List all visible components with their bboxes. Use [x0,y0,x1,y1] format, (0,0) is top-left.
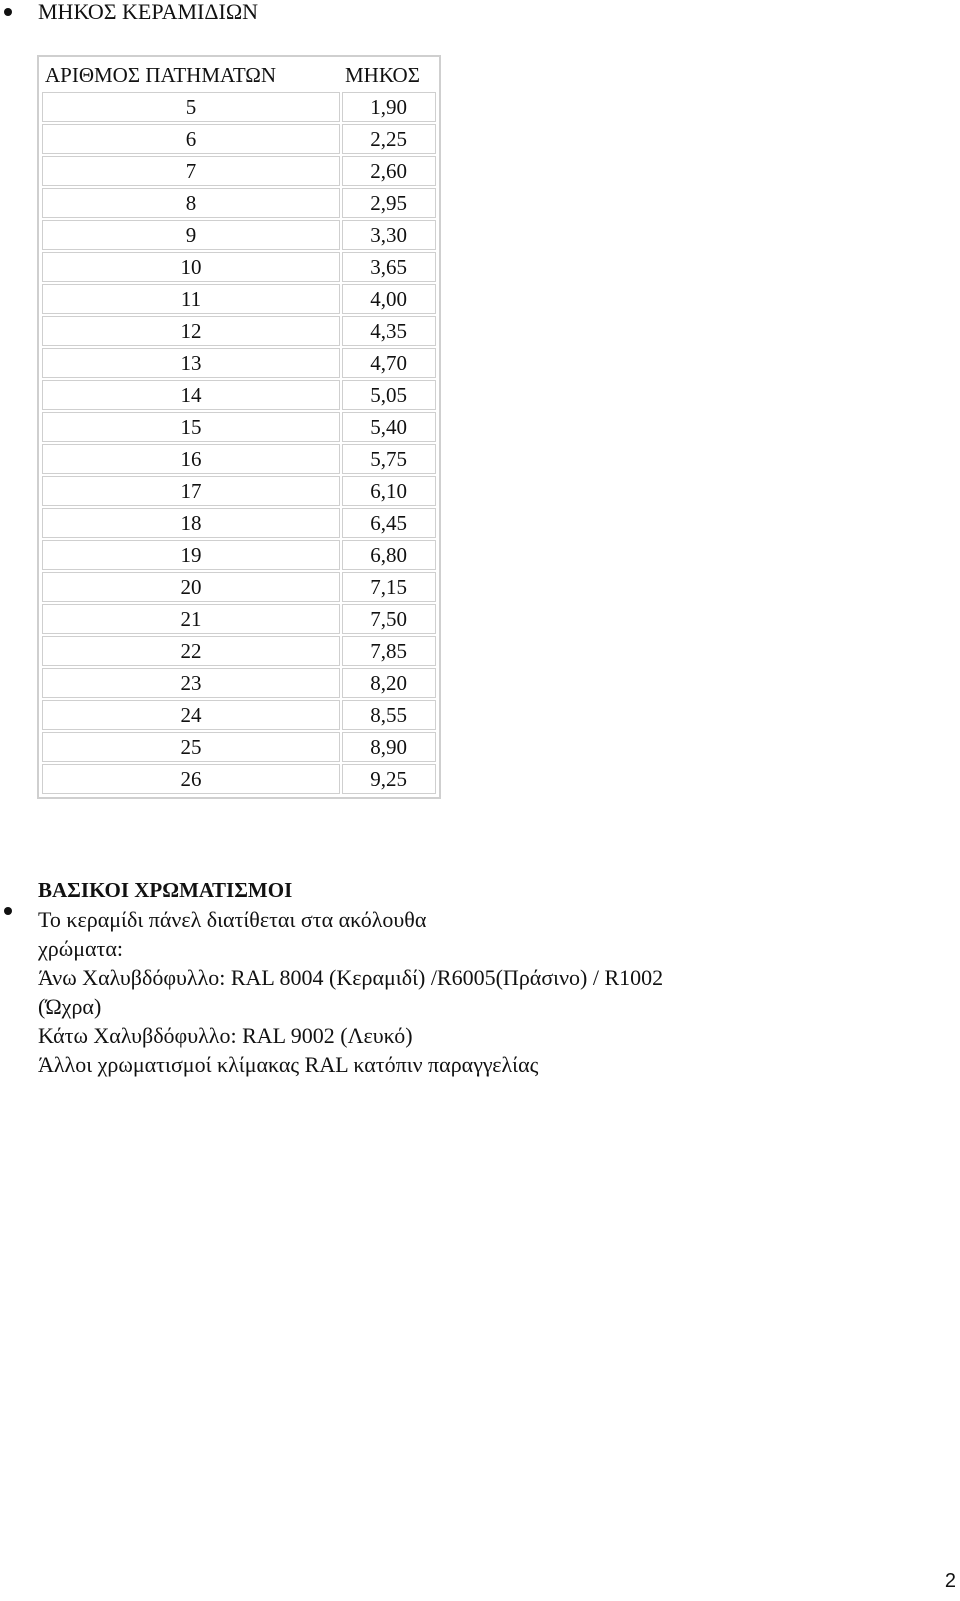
cell-length: 1,90 [342,92,436,122]
cell-steps: 5 [42,92,340,122]
table-row [42,572,436,602]
colors-text-line: Το κεραμίδι πάνελ διατίθεται στα ακόλουθα [38,907,427,932]
table-row [42,348,436,378]
table-row [42,668,436,698]
colors-text-line: Άνω Χαλυβδόφυλλο: RAL 8004 (Κεραμιδί) /R6005(Πράσινο) / R1002 [38,965,664,990]
cell-steps: 18 [42,508,340,538]
colors-section [38,876,798,1079]
cell-length: 5,75 [342,444,436,474]
colors-text-line: (Ώχρα) [38,994,102,1019]
table-header-row [42,60,436,90]
cell-length: 3,30 [342,220,436,250]
cell-length: 7,15 [342,572,436,602]
cell-length: 7,85 [342,636,436,666]
cell-length: 8,90 [342,732,436,762]
table-row [42,188,436,218]
cell-length: 9,25 [342,764,436,794]
table-row [42,540,436,570]
colors-text-line: χρώματα: [38,936,124,961]
cell-steps: 22 [42,636,340,666]
cell-steps: 26 [42,764,340,794]
cell-steps: 14 [42,380,340,410]
colors-text-line: Κάτω Χαλυβδόφυλλο: RAL 9002 (Λευκό) [38,1023,413,1048]
table-row [42,604,436,634]
bullet-icon [4,907,12,915]
cell-steps: 19 [42,540,340,570]
table-row [42,764,436,794]
table-row [42,444,436,474]
table-row [42,380,436,410]
table-row [42,636,436,666]
table-row [42,476,436,506]
table-row [42,732,436,762]
table-row [42,220,436,250]
cell-length: 2,25 [342,124,436,154]
cell-length: 6,80 [342,540,436,570]
section-heading-tile-length: ΜΗΚΟΣ ΚΕΡΑΜΙΔΙΩΝ [38,0,259,24]
cell-length: 6,10 [342,476,436,506]
cell-length: 7,50 [342,604,436,634]
cell-steps: 7 [42,156,340,186]
tile-length-table [37,55,441,799]
cell-steps: 15 [42,412,340,442]
cell-steps: 17 [42,476,340,506]
cell-steps: 8 [42,188,340,218]
cell-length: 2,60 [342,156,436,186]
table-row [42,412,436,442]
table-row [42,284,436,314]
table-row [42,316,436,346]
cell-length: 6,45 [342,508,436,538]
cell-steps: 13 [42,348,340,378]
cell-length: 8,20 [342,668,436,698]
cell-length: 5,05 [342,380,436,410]
table-row [42,508,436,538]
cell-steps: 6 [42,124,340,154]
cell-steps: 12 [42,316,340,346]
cell-steps: 9 [42,220,340,250]
table-row [42,92,436,122]
cell-steps: 20 [42,572,340,602]
cell-steps: 24 [42,700,340,730]
table-row [42,124,436,154]
cell-steps: 23 [42,668,340,698]
colors-text-line: Άλλοι χρωματισμοί κλίμακας RAL κατόπιν παραγγελίας [38,1052,539,1077]
section-heading-colors: ΒΑΣΙΚΟΙ ΧΡΩΜΑΤΙΣΜΟΙ [38,878,293,902]
table-row [42,252,436,282]
cell-steps: 21 [42,604,340,634]
table-row [42,156,436,186]
cell-length: 2,95 [342,188,436,218]
cell-steps: 10 [42,252,340,282]
cell-length: 8,55 [342,700,436,730]
cell-length: 4,00 [342,284,436,314]
cell-length: 4,70 [342,348,436,378]
bullet-icon [4,8,12,16]
cell-steps: 25 [42,732,340,762]
header-steps: ΑΡΙΘΜΟΣ ΠΑΤΗΜΑΤΩΝ [45,63,277,87]
page-number: 2 [944,1570,956,1592]
cell-steps: 16 [42,444,340,474]
cell-length: 5,40 [342,412,436,442]
cell-length: 4,35 [342,316,436,346]
table-row [42,700,436,730]
cell-length: 3,65 [342,252,436,282]
header-length: ΜΗΚΟΣ [345,63,420,87]
cell-steps: 11 [42,284,340,314]
